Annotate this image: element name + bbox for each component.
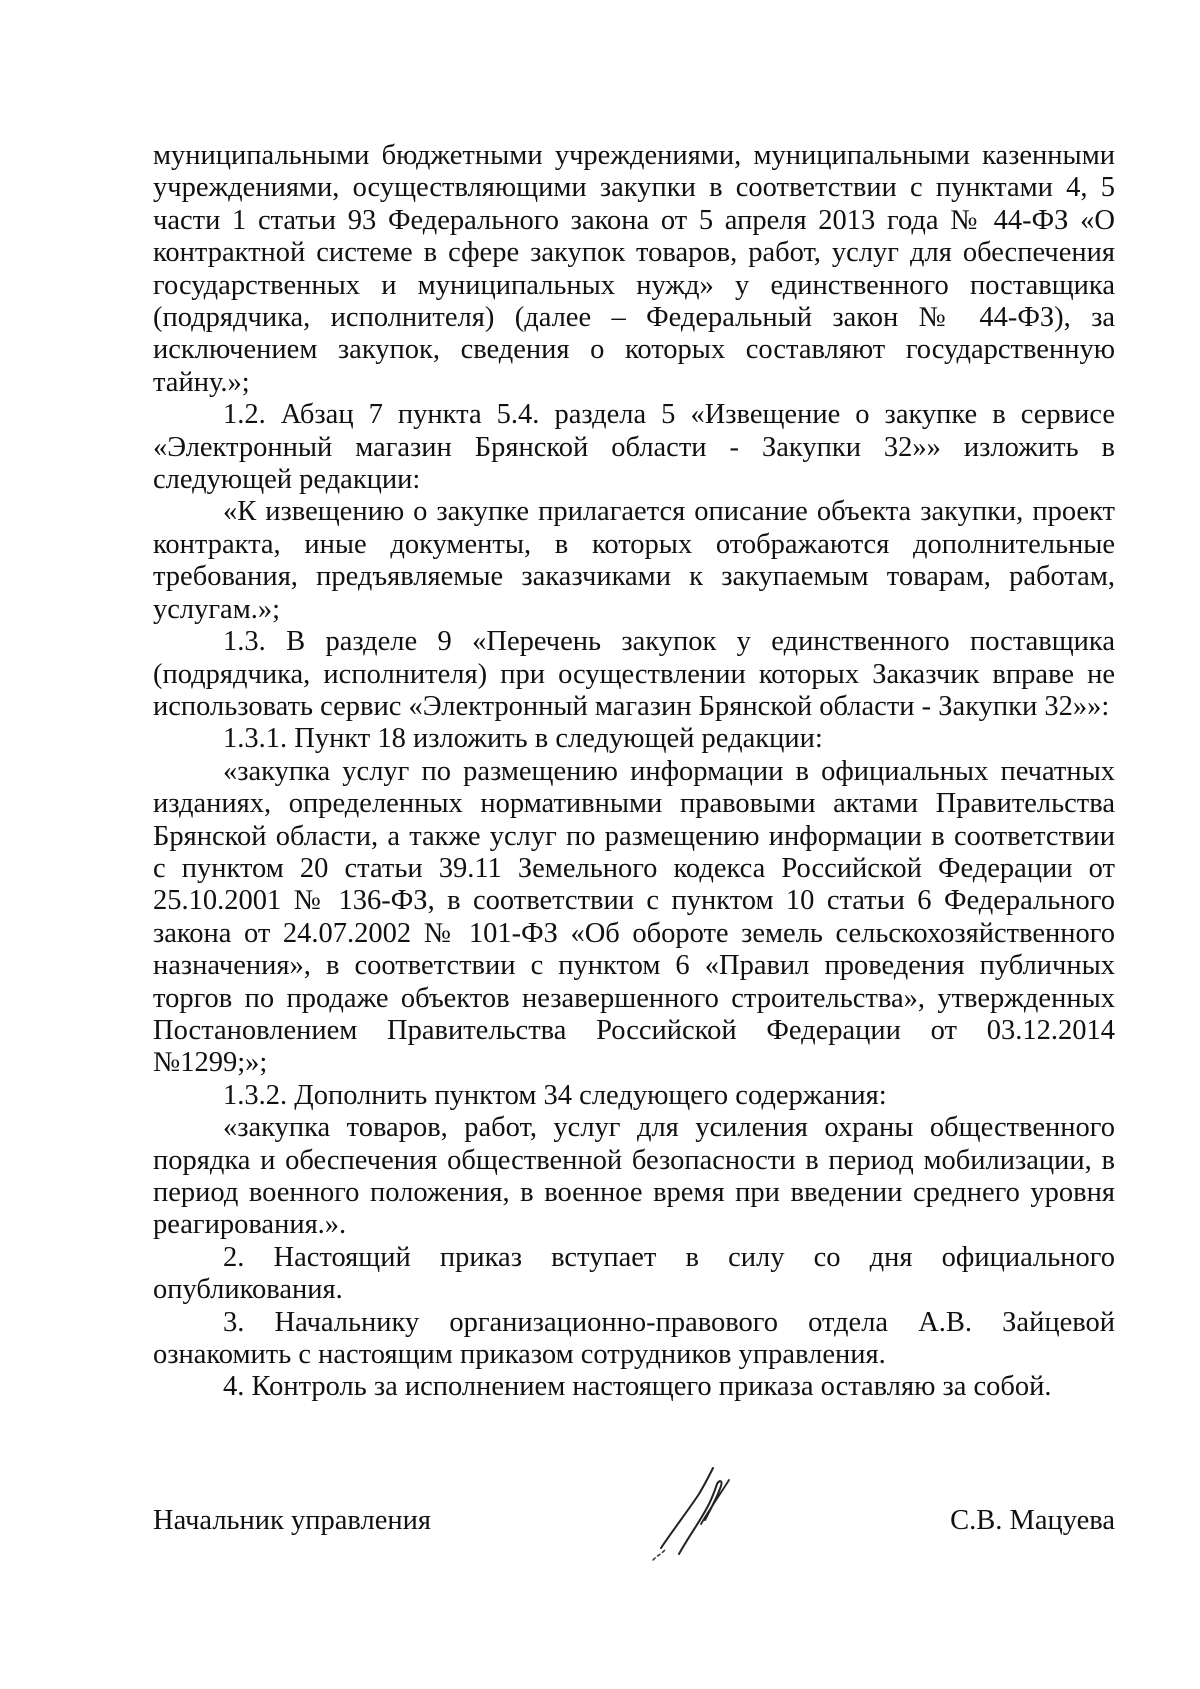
paragraph-quote-item-34: «закупка товаров, работ, услуг для усиления охраны общественного порядка и обеспечения общественной безопасности в период мобилизации, в период военного положения, в военное время при введении среднего уровня реагирования.». xyxy=(153,1112,1115,1241)
handwritten-signature-icon xyxy=(643,1450,753,1570)
paragraph-3: 3. Начальнику организационно-правового отдела А.В. Зайцевой ознакомить с настоящим приказом сотрудников управления. xyxy=(153,1306,1115,1371)
signature-block xyxy=(153,1505,1115,1565)
paragraph-2: 2. Настоящий приказ вступает в силу со дня официального опубликования. xyxy=(153,1241,1115,1306)
paragraph-continuation: муниципальными бюджетными учреждениями, муниципальными казенными учреждениями, осуществляющими закупки в соответствии с пунктами 4, 5 части 1 статьи 93 Федерального закона от 5 апреля 2013 года № 44-ФЗ «О контрактной системе в сфере закупок товаров, работ, услуг для обеспечения государственных и муниципальных нужд» у единственного поставщика (подрядчика, исполнителя) (далее – Федеральный закон № 44-ФЗ), за исключением закупок, сведения о которых составляют государственную тайну.»; xyxy=(153,140,1115,398)
paragraph-1-3-1: 1.3.1. Пункт 18 изложить в следующей редакции: xyxy=(223,723,823,755)
document-body xyxy=(153,140,1115,1404)
paragraph-quote-item-18: «закупка услуг по размещению информации в официальных печатных изданиях, определенных нормативными правовыми актами Правительства Брянской области, а также услуг по размещению информации в соответствии с пунктом 20 статьи 39.11 Земельного кодекса Российской Федерации от 25.10.2001 № 136-ФЗ, в соответствии с пунктом 10 статьи 6 Федерального закона от 24.07.2002 № 101-ФЗ «Об обороте земель сельскохозяйственного назначения», в соответствии с пунктом 6 «Правил проведения публичных торгов по продаже объектов незавершенного строительства», утвержденных Постановлением Правительства Российской Федерации от 03.12.2014 №1299;»; xyxy=(153,755,1115,1079)
paragraph-1-3: 1.3. В разделе 9 «Перечень закупок у единственного поставщика (подрядчика, исполнителя) при осуществлении которых Заказчик вправе не использовать сервис «Электронный магазин Брянской области - Закупки 32»»: xyxy=(153,626,1115,722)
paragraph-1-3-2: 1.3.2. Дополнить пунктом 34 следующего содержания: xyxy=(223,1079,887,1111)
signatory-name: С.В. Мацуева xyxy=(950,1505,1115,1536)
paragraph-4: 4. Контроль за исполнением настоящего приказа оставляю за собой. xyxy=(223,1371,1052,1403)
paragraph-1-2: 1.2. Абзац 7 пункта 5.4. раздела 5 «Извещение о закупке в сервисе «Электронный магазин Брянской области - Закупки 32»» изложить в следующей редакции: xyxy=(153,399,1115,496)
signatory-title: Начальник управления xyxy=(153,1505,431,1536)
paragraph-quote-notice: «К извещению о закупке прилагается описание объекта закупки, проект контракта, иные документы, в которых отображаются дополнительные требования, предъявляемые заказчиками к закупаемым товарам, работам, услугам.»; xyxy=(153,496,1115,625)
